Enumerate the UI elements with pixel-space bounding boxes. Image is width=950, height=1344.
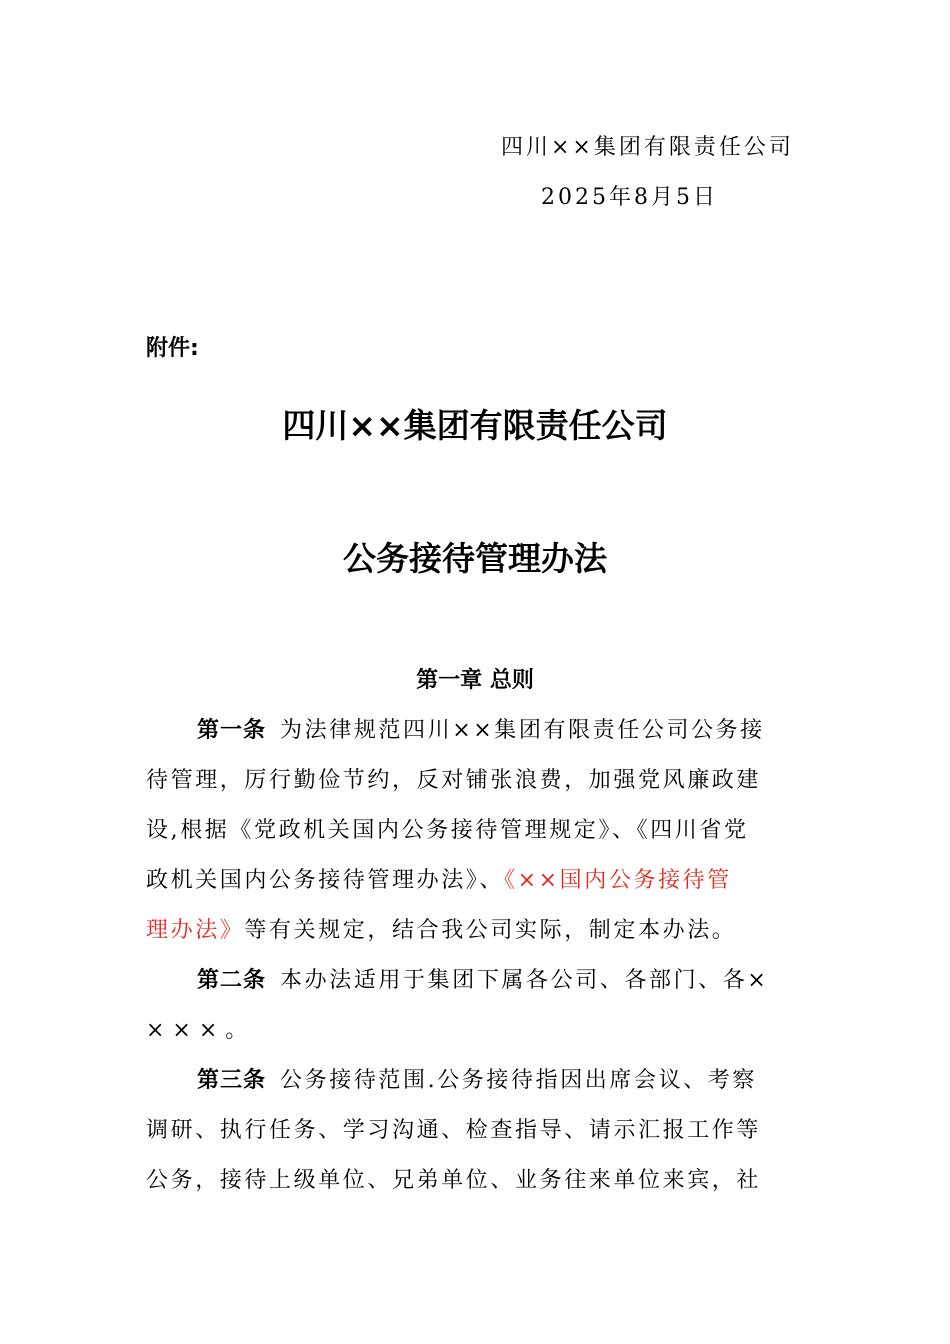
article-1-text-5b: 等有关规定，结合我公司实际，制定本办法。: [244, 918, 737, 943]
article-2-line-1: [197, 970, 808, 992]
article-1-text-1: 为法律规范四川××集团有限责任公司公务接: [280, 718, 765, 743]
article-3-line-1: [197, 1070, 808, 1092]
signature-company: 四川××集团有限责任公司: [501, 135, 794, 160]
article-3-text-1: 公务接待范围.公务接待指因出席会议、考察: [280, 1068, 758, 1093]
document-title-company: 四川××集团有限责任公司: [282, 406, 668, 445]
article-1-text-4a: 政机关国内公务接待管理办法》、: [146, 868, 505, 893]
document-title-regulation: 公务接待管理办法: [343, 539, 607, 578]
article-3-line-2: 调研、执行任务、学习沟通、检查指导、请示汇报工作等: [146, 1118, 762, 1143]
article-1-line-3: 设,根据《党政机关国内公务接待管理规定》、《四川省党: [146, 818, 749, 843]
article-1-line-4: [146, 870, 808, 892]
article-3-line-3: 公务，接待上级单位、兄弟单位、业务往来单位来宾，社: [146, 1168, 762, 1193]
article-1-line-5: [146, 920, 808, 942]
article-1-text-4b-red: 《××国内公务接待管: [504, 868, 732, 893]
article-1-line-2: 待管理，厉行勤俭节约，反对铺张浪费，加强党风廉政建: [146, 768, 762, 793]
article-2-line-2: ×××。: [146, 1018, 256, 1043]
article-3-label: 第三条: [197, 1068, 267, 1093]
article-1-label: 第一条: [197, 718, 267, 743]
chapter-heading: 第一章 总则: [416, 668, 534, 693]
article-2-label: 第二条: [197, 968, 267, 993]
article-1-line-1: [197, 720, 808, 742]
attachment-label: 附件:: [146, 336, 199, 361]
article-1-text-5a-red: 理办法》: [146, 918, 245, 943]
signature-date: 2025年8月5日: [541, 185, 718, 210]
article-2-text-1: 本办法适用于集团下属各公司、各部门、各×: [280, 968, 769, 993]
